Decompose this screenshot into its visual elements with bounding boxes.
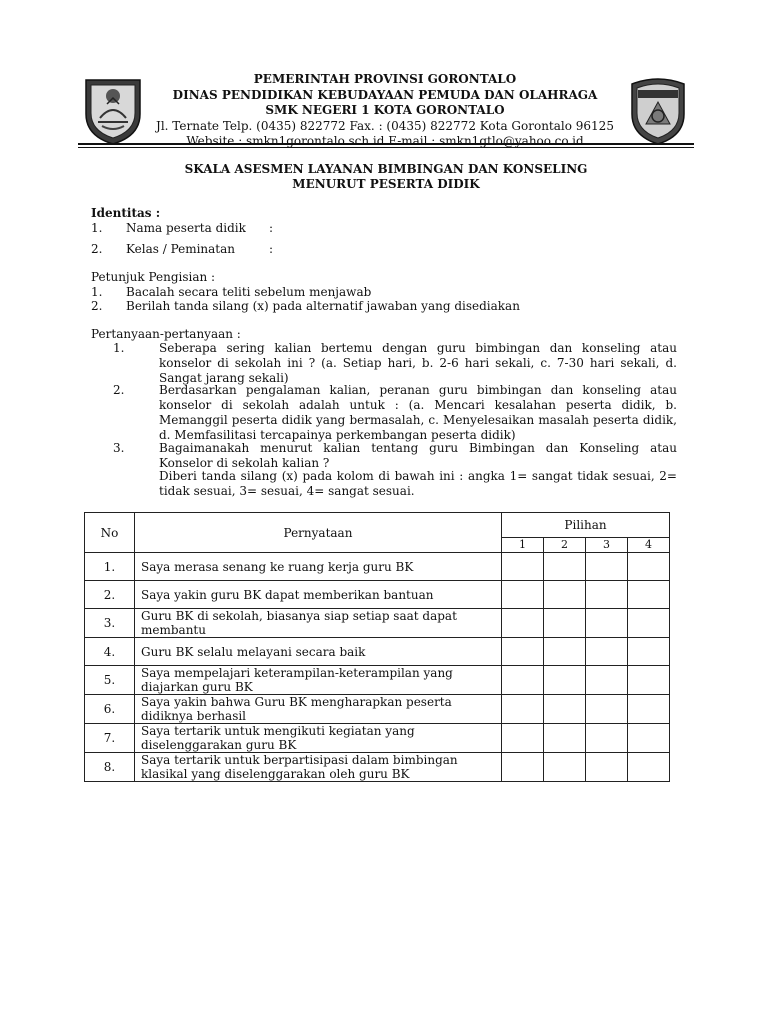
choice-cell-3[interactable] [586,581,628,609]
pertanyaan-text-3: Bagaimanakah menurut kalian tentang guru Bimbingan dan Konseling atau Konselor di sekolah kalian ? [159,441,677,470]
identitas-colon-name: : [269,221,274,235]
choice-cell-4[interactable] [628,666,670,695]
document-title-line1: SKALA ASESMEN LAYANAN BIMBINGAN DAN KONSELING [184,162,588,176]
choice-cell-3[interactable] [586,753,628,782]
table-row [85,666,670,695]
row-number: 2. [85,581,135,609]
choice-cell-2[interactable] [544,724,586,753]
table-header-option-1: 1 [502,538,544,553]
identitas-number-2: 2. [91,242,103,256]
choice-cell-1[interactable] [502,638,544,666]
choice-cell-2[interactable] [544,753,586,782]
row-number: 8. [85,753,135,782]
table-row [85,753,670,782]
choice-cell-2[interactable] [544,553,586,581]
choice-cell-4[interactable] [628,638,670,666]
choice-cell-1[interactable] [502,581,544,609]
pertanyaan-number-3: 3. [113,441,125,455]
table-header-option-3: 3 [586,538,628,553]
letterhead-divider-thin [78,147,694,148]
choice-cell-4[interactable] [628,609,670,638]
row-number: 5. [85,666,135,695]
choice-cell-4[interactable] [628,753,670,782]
identitas-label-name: Nama peserta didik [126,221,246,235]
petunjuk-number-1: 1. [91,285,103,299]
table-row [85,553,670,581]
row-number: 1. [85,553,135,581]
choice-cell-1[interactable] [502,695,544,724]
choice-cell-3[interactable] [586,638,628,666]
table-row [85,609,670,638]
table-row [85,724,670,753]
row-statement: Saya merasa senang ke ruang kerja guru BK [135,553,502,581]
letterhead-contact: Website : smkn1gorontalo.sch.id E-mail : smkn1gtlo@yahoo.co.id [186,134,584,148]
choice-cell-1[interactable] [502,724,544,753]
row-number: 7. [85,724,135,753]
choice-cell-2[interactable] [544,609,586,638]
pertanyaan-heading: Pertanyaan-pertanyaan : [91,327,241,341]
row-statement: Saya tertarik untuk mengikuti kegiatan yang diselenggarakan guru BK [135,724,502,753]
petunjuk-heading: Petunjuk Pengisian : [91,270,216,284]
choice-cell-3[interactable] [586,666,628,695]
pertanyaan-instruction: Diberi tanda silang (x) pada kolom di bawah ini : angka 1= sangat tidak sesuai, 2= tidak sesuai, 3= sesuai, 4= sangat sesuai. [159,469,677,498]
table-row [85,638,670,666]
choice-cell-3[interactable] [586,695,628,724]
choice-cell-4[interactable] [628,581,670,609]
petunjuk-number-2: 2. [91,299,103,313]
table-header-option-2: 2 [544,538,586,553]
choice-cell-1[interactable] [502,553,544,581]
choice-cell-3[interactable] [586,609,628,638]
identitas-heading: Identitas : [91,206,161,220]
row-number: 6. [85,695,135,724]
row-statement: Guru BK di sekolah, biasanya siap setiap saat dapat membantu [135,609,502,638]
identitas-label-class: Kelas / Peminatan [126,242,236,256]
choice-cell-2[interactable] [544,581,586,609]
province-crest-logo [82,74,144,146]
choice-cell-4[interactable] [628,724,670,753]
letterhead-text [150,72,620,150]
row-statement: Guru BK selalu melayani secara baik [135,638,502,666]
petunjuk-text-1: Bacalah secara teliti sebelum menjawab [126,285,372,299]
petunjuk-text-2: Berilah tanda silang (x) pada alternatif jawaban yang disediakan [126,299,520,313]
choice-cell-1[interactable] [502,609,544,638]
choice-cell-2[interactable] [544,666,586,695]
pertanyaan-number-1: 1. [113,341,125,355]
document-title-line2: MENURUT PESERTA DIDIK [292,177,480,191]
letterhead [78,72,694,148]
letterhead-province: PEMERINTAH PROVINSI GORONTALO [253,72,517,86]
letterhead-address: Jl. Ternate Telp. (0435) 822772 Fax. : (0435) 822772 Kota Gorontalo 96125 [156,118,614,133]
letterhead-school: SMK NEGERI 1 KOTA GORONTALO [265,103,505,117]
document-title [78,162,694,192]
choice-cell-2[interactable] [544,695,586,724]
choice-cell-4[interactable] [628,553,670,581]
identitas-colon-class: : [269,242,274,256]
identitas-number-1: 1. [91,221,103,235]
pertanyaan-text-1: Seberapa sering kalian bertemu dengan guru bimbingan dan konseling atau konselor di sekolah ini ? (a. Setiap hari, b. 2-6 hari sekali, c. 7-30 hari sekali, d. Sangat jarang sekali) [159,341,677,385]
row-statement: Saya yakin bahwa Guru BK mengharapkan peserta didiknya berhasil [135,695,502,724]
table-header-no: No [85,513,135,553]
table-header-pilihan: Pilihan [502,513,670,538]
table-header-pernyataan: Pernyataan [135,513,502,553]
choice-cell-1[interactable] [502,753,544,782]
table-row [85,695,670,724]
row-number: 4. [85,638,135,666]
choice-cell-3[interactable] [586,553,628,581]
pertanyaan-text-2: Berdasarkan pengalaman kalian, peranan guru bimbingan dan konseling atau konselor di sekolah adalah untuk : (a. Mencari kesalahan peserta didik, b. Memanggil peserta didik yang bermasalah, c. Menyelesaikan masalah peserta didik, d. Memfasilitasi tercapainya perkembangan peserta didik) [159,383,677,442]
assessment-table [84,512,670,782]
letterhead-divider-thick [78,143,694,145]
choice-cell-3[interactable] [586,724,628,753]
letterhead-agency: DINAS PENDIDIKAN KEBUDAYAAN PEMUDA DAN OLAHRAGA [172,87,598,102]
table-row [85,581,670,609]
row-statement: Saya tertarik untuk berpartisipasi dalam bimbingan klasikal yang diselenggarakan oleh guru BK [135,753,502,782]
row-statement: Saya mempelajari keterampilan-keterampilan yang diajarkan guru BK [135,666,502,695]
pertanyaan-number-2: 2. [113,383,125,397]
school-shield-logo [626,74,690,146]
row-statement: Saya yakin guru BK dapat memberikan bantuan [135,581,502,609]
choice-cell-4[interactable] [628,695,670,724]
choice-cell-2[interactable] [544,638,586,666]
table-header-option-4: 4 [628,538,670,553]
choice-cell-1[interactable] [502,666,544,695]
row-number: 3. [85,609,135,638]
